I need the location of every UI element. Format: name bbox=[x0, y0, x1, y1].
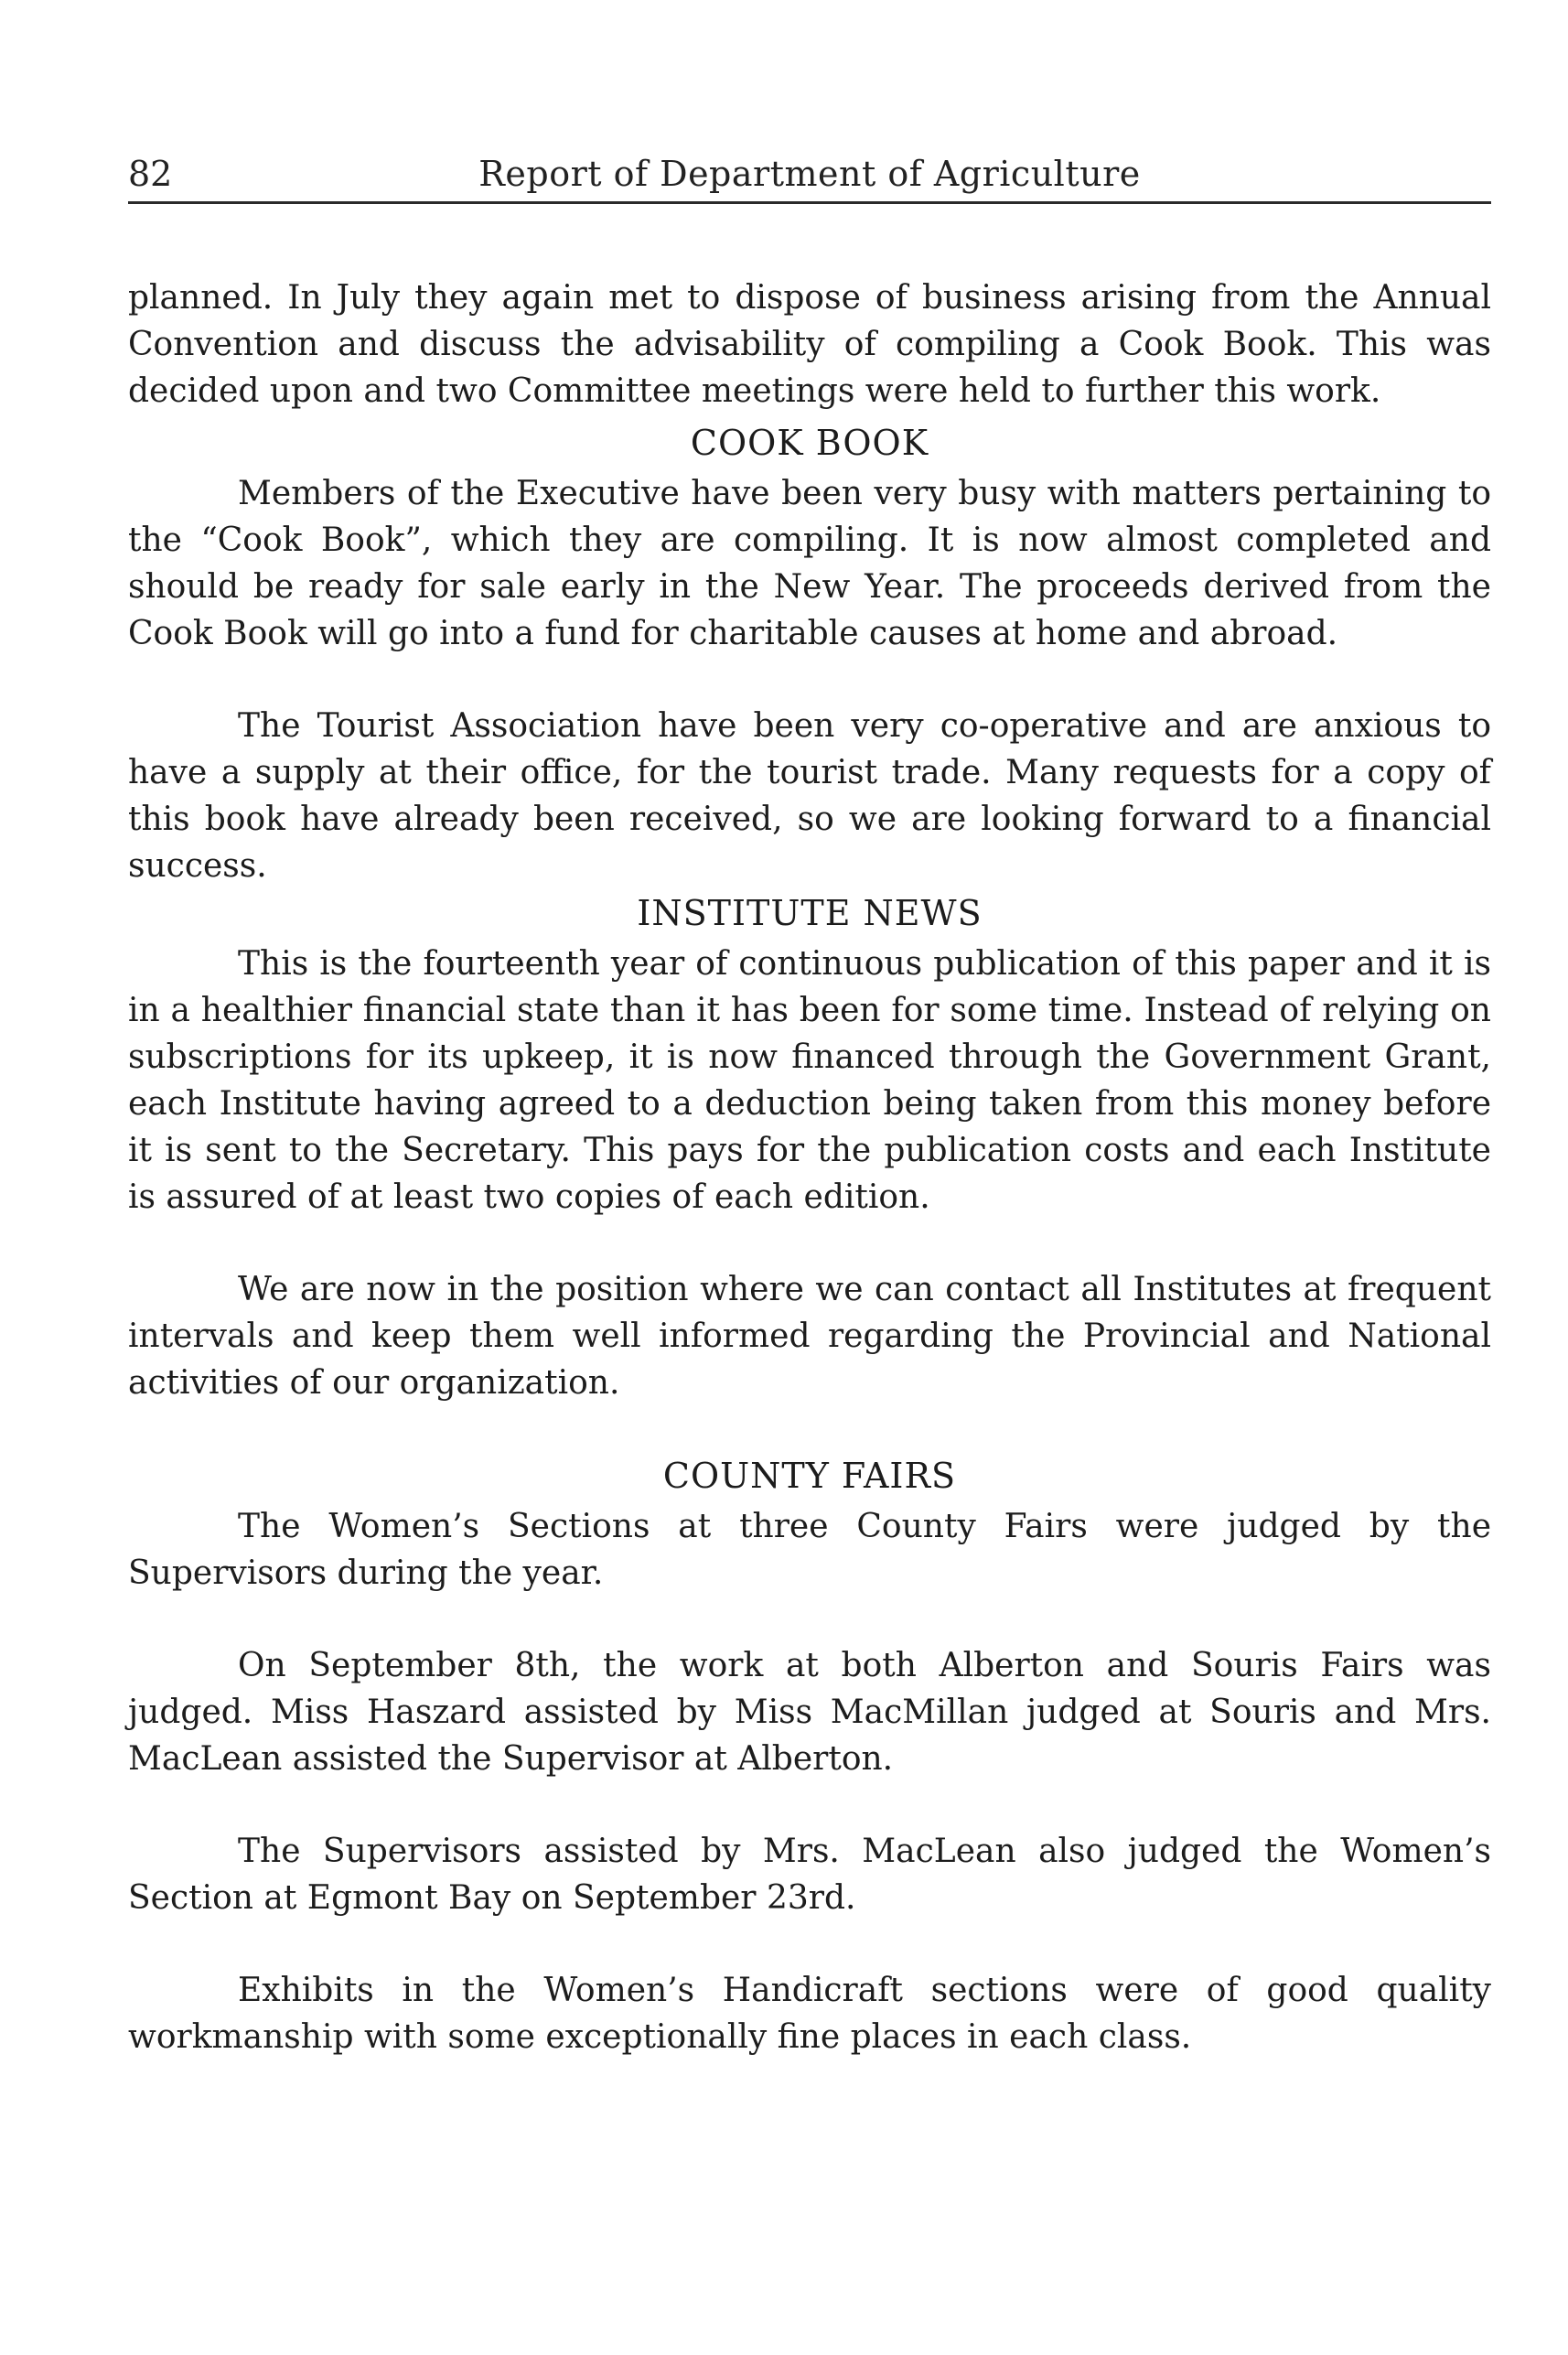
heading-county-fairs: COUNTY FAIRS bbox=[662, 1456, 957, 1496]
paragraph-cook-book-2: The Tourist Association have been very co-operative and are anxious to have a supply at their office, for the tourist trade. Many requests for a copy of this book have already been received, so we are looking forward to a financial success. bbox=[128, 707, 1491, 885]
paragraph-cook-book-1: Members of the Executive have been very busy with matters pertaining to the “Cook Book”, which they are compiling. It is now almost completed and should be ready for sale early in the New Year. The proceeds derived from the Cook Book will go into a fund for charitable causes at home and abroad. bbox=[128, 475, 1491, 652]
paragraph-fairs-3: The Supervisors assisted by Mrs. MacLean also judged the Women’s Section at Egmont Bay on September 23rd. bbox=[128, 1833, 1491, 1917]
body-text bbox=[128, 274, 1491, 2060]
heading-institute-news: INSTITUTE NEWS bbox=[637, 893, 983, 933]
page-number: 82 bbox=[128, 154, 173, 194]
paragraph-fairs-1: The Women’s Sections at three County Fairs were judged by the Supervisors during the year. bbox=[128, 1508, 1491, 1592]
paragraph-institute-2: We are now in the position where we can contact all Institutes at frequent intervals and keep them well informed regarding the Provincial and National activities of our organization. bbox=[128, 1271, 1491, 1402]
paragraph-institute-1: This is the fourteenth year of continuous publication of this paper and it is in a healthier financial state than it has been for some time. Instead of relying on subscriptions for its upkeep, it is now financed through the Government Grant, each Institute having agreed to a deduction being taken from this money before it is sent to the Secretary. This pays for the publication costs and each Institute is assured of at least two copies of each edition. bbox=[128, 945, 1491, 1216]
page-header bbox=[128, 146, 1491, 204]
paragraph-intro: planned. In July they again met to dispose of business arising from the Annual Convention and discuss the advisability of compiling a Cook Book. This was decided upon and two Committee meetings were held to further this work. bbox=[128, 279, 1491, 410]
paragraph-fairs-2: On September 8th, the work at both Alberton and Souris Fairs was judged. Miss Haszard assisted by Miss MacMillan judged at Souris and Mrs. MacLean assisted the Supervisor at Alberton. bbox=[128, 1647, 1491, 1778]
running-head: Report of Department of Agriculture bbox=[478, 154, 1141, 194]
paragraph-fairs-4: Exhibits in the Women’s Handicraft sections were of good quality workmanship with some exceptionally fine places in each class. bbox=[128, 1972, 1491, 2056]
heading-cook-book: COOK BOOK bbox=[690, 423, 929, 463]
